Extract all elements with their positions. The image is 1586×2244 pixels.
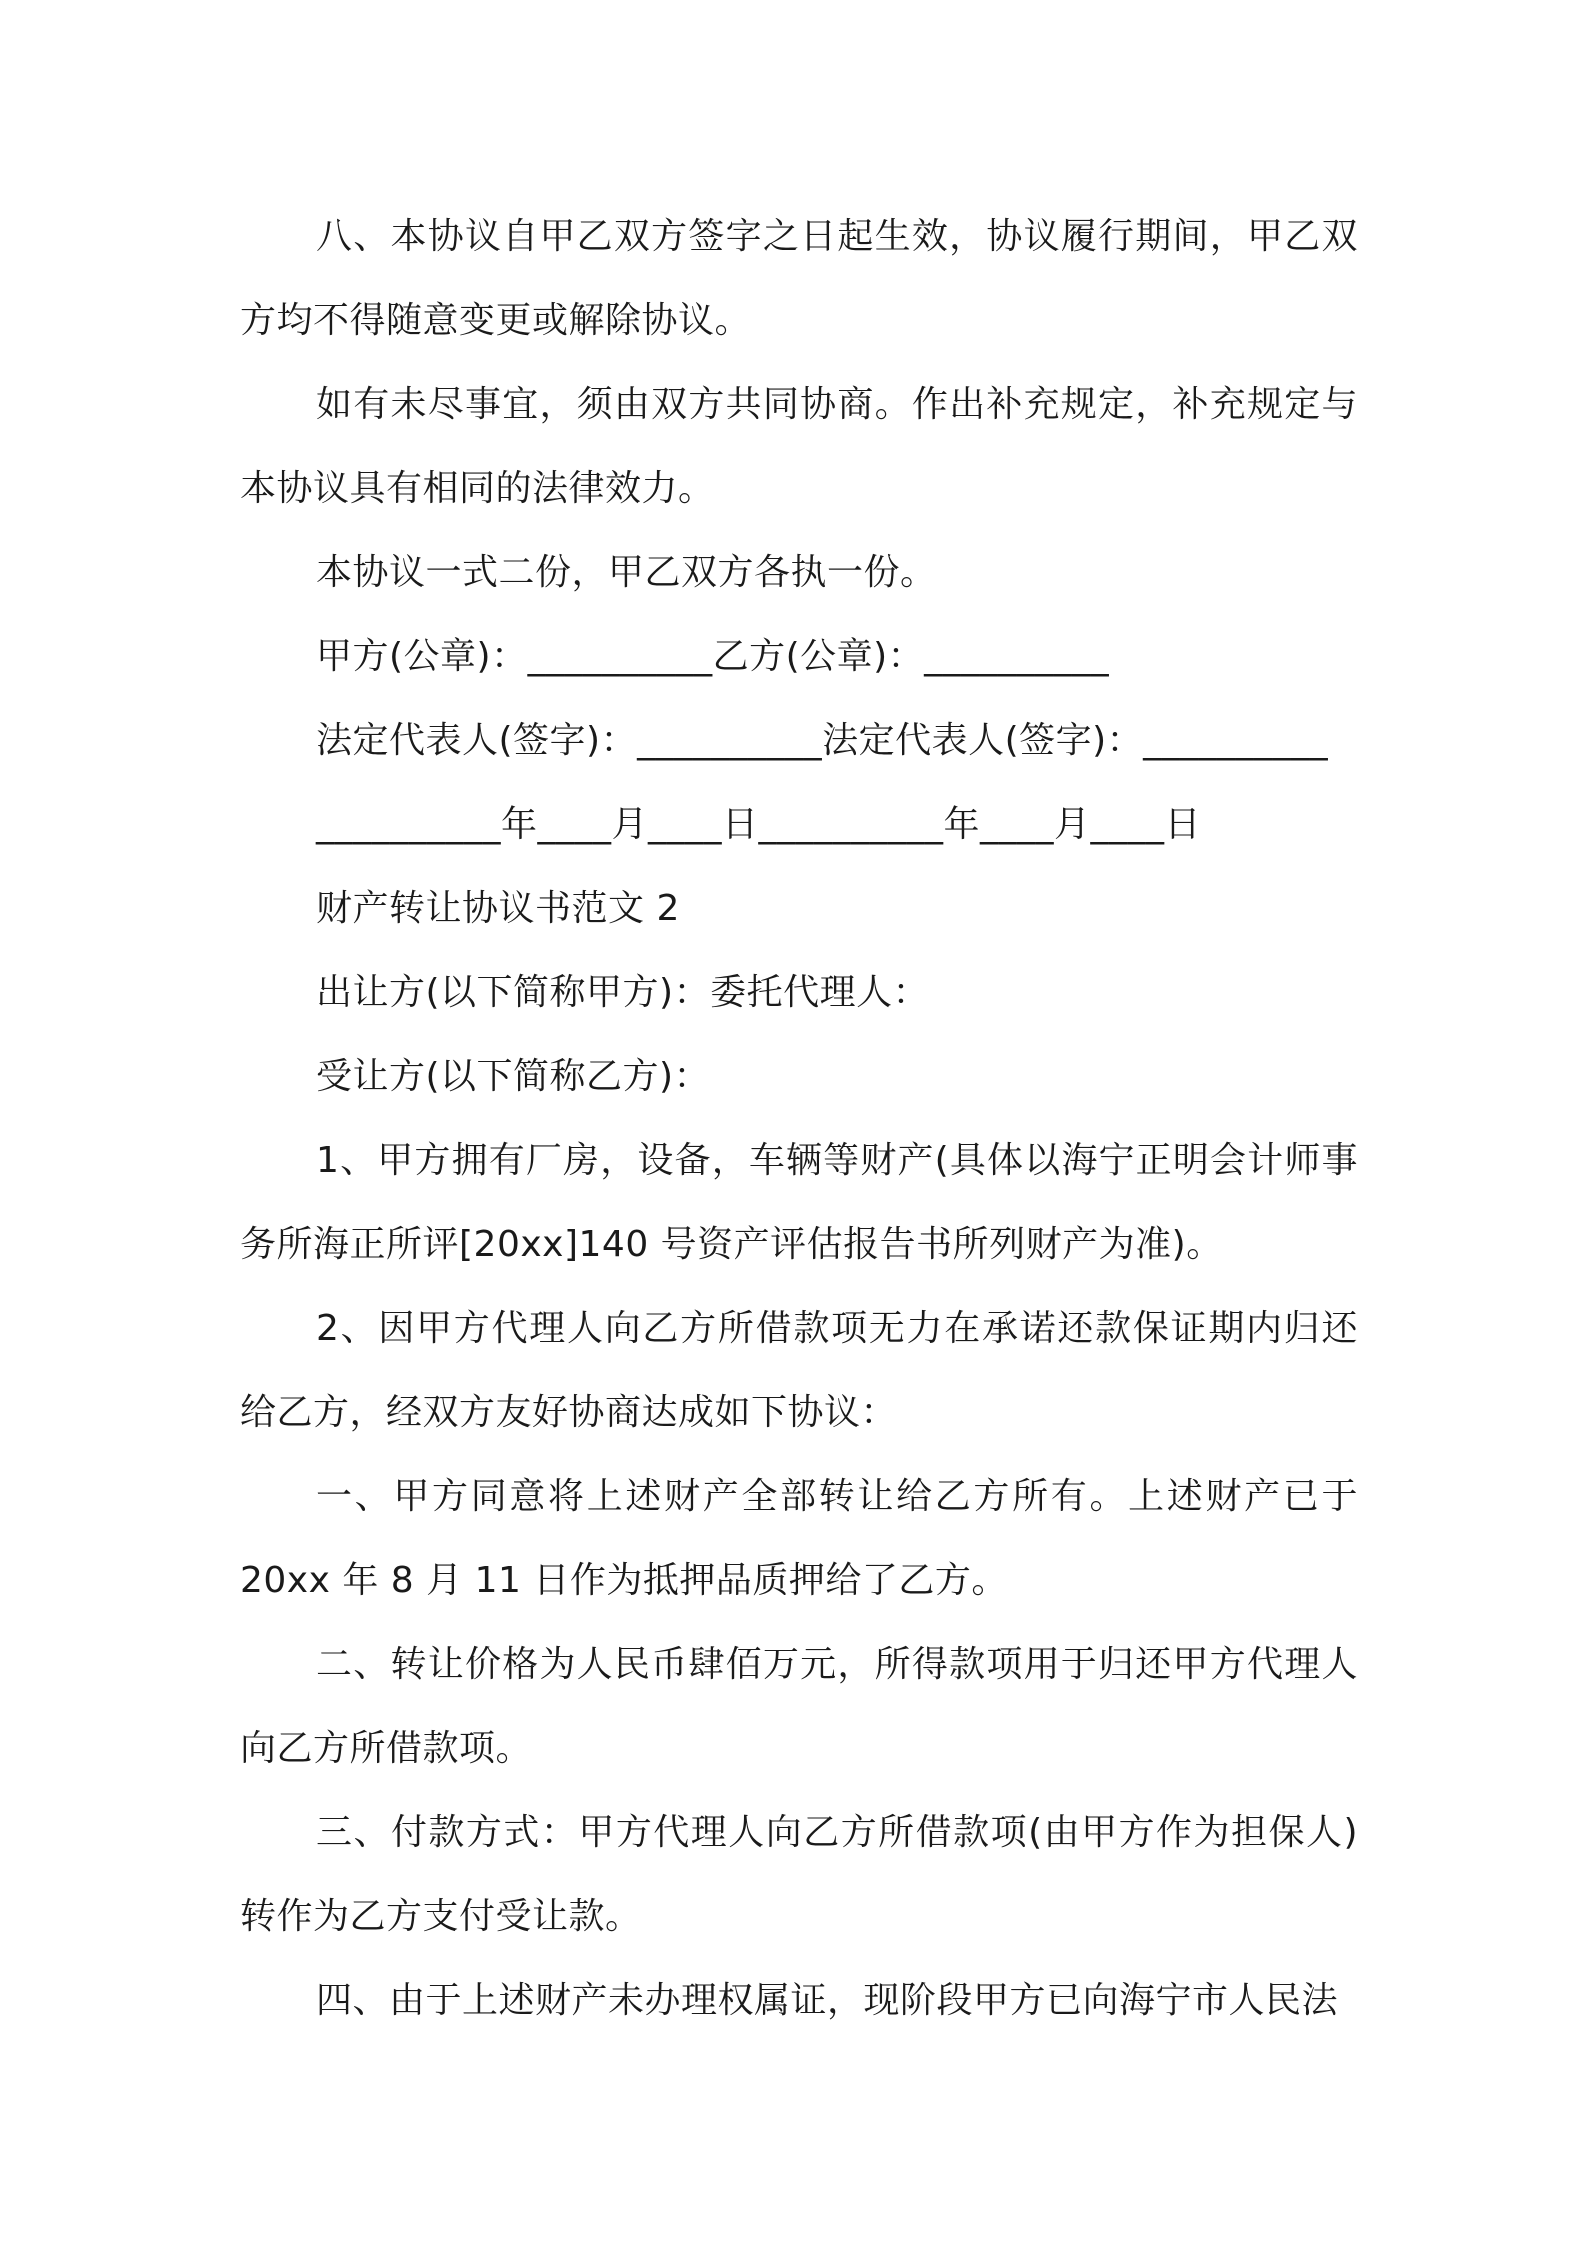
- clause-eight-paragraph: 八、本协议自甲乙双方签字之日起生效，协议履行期间，甲乙双方均不得随意变更或解除协议。: [240, 216, 1358, 341]
- date-signature-line: __________年____月____日__________年____月____日: [316, 804, 1201, 845]
- copies-paragraph: 本协议一式二份，甲乙双方各执一份。: [316, 552, 937, 593]
- clause-paragraph: 1、甲方拥有厂房，设备，车辆等财产(具体以海宁正明会计师事务所海正所评[20xx]140 号资产评估报告书所列财产为准)。: [240, 1140, 1358, 1265]
- document-body: [240, 195, 1358, 2043]
- representative-signature-line: 法定代表人(签字)：__________法定代表人(签字)：__________: [316, 720, 1329, 761]
- clause-paragraph: 一、甲方同意将上述财产全部转让给乙方所有。上述财产已于 20xx 年 8 月 11 日作为抵押品质押给了乙方。: [240, 1476, 1358, 1601]
- transferor-line: 出让方(以下简称甲方)：委托代理人：: [316, 972, 930, 1013]
- supplement-paragraph: 如有未尽事宜，须由双方共同协商。作出补充规定，补充规定与本协议具有相同的法律效力。: [240, 384, 1358, 509]
- clause-paragraph: 四、由于上述财产未办理权属证，现阶段甲方已向海宁市人民法: [316, 1980, 1339, 2021]
- clause-paragraph: 三、付款方式：甲方代理人向乙方所借款项(由甲方作为担保人)转作为乙方支付受让款。: [240, 1812, 1358, 1937]
- clause-paragraph: 2、因甲方代理人向乙方所借款项无力在承诺还款保证期内归还给乙方，经双方友好协商达成如下协议：: [240, 1308, 1358, 1433]
- transferee-line: 受让方(以下简称乙方)：: [316, 1056, 711, 1097]
- seal-signature-line: 甲方(公章)：__________乙方(公章)：__________: [316, 636, 1110, 677]
- clause-paragraph: 二、转让价格为人民币肆佰万元，所得款项用于归还甲方代理人向乙方所借款项。: [240, 1644, 1358, 1769]
- section-heading: 财产转让协议书范文 2: [316, 888, 680, 929]
